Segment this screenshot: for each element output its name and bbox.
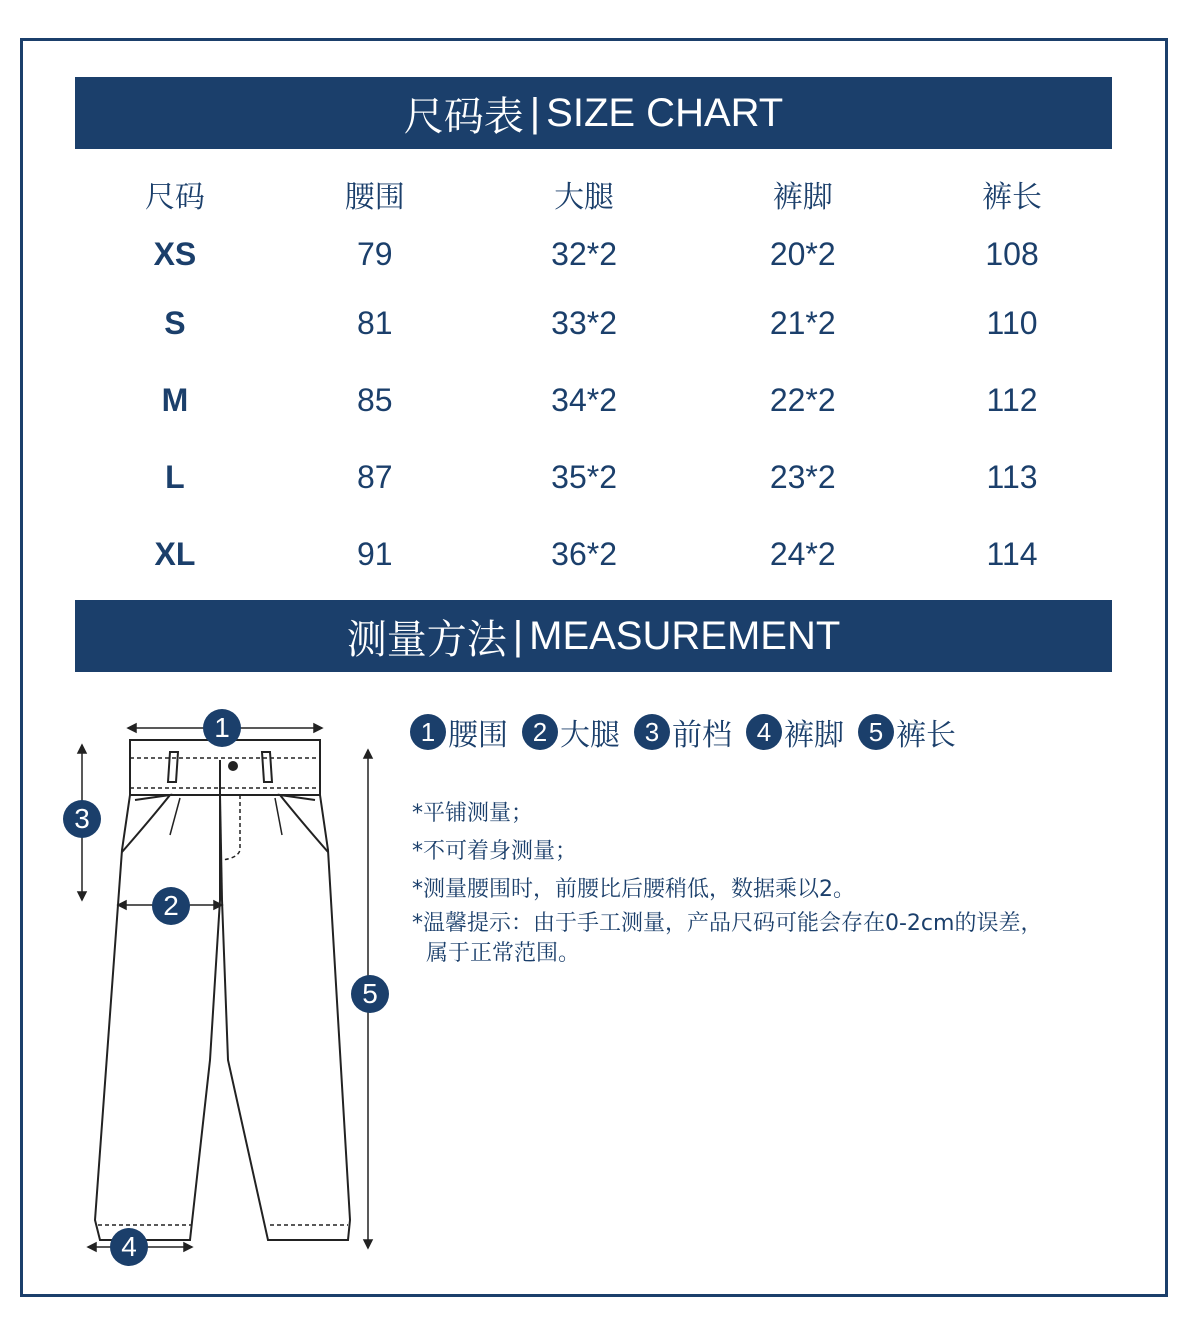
legend-item	[746, 710, 844, 754]
size-cell: M	[161, 382, 189, 418]
legend-label: 裤长	[896, 718, 956, 753]
right-leg-outline	[222, 795, 350, 1240]
table-cell: 79	[356, 235, 393, 272]
size-chart-title-en: SIZE CHART	[546, 90, 784, 135]
number-badge: 2	[522, 714, 558, 750]
table-cell: 33*2	[551, 305, 617, 341]
table-cell: 114	[986, 536, 1038, 572]
note-line: *测量腰围时，前腰比后腰稍低，数据乘以2。	[412, 877, 855, 902]
waistband-outline	[130, 740, 320, 795]
front-rise-marker: 3	[63, 800, 101, 838]
length-marker: 5	[351, 975, 389, 1013]
table-header-row	[75, 165, 1112, 223]
hem-marker: 4	[110, 1228, 148, 1266]
note-line: *不可着身测量；	[412, 839, 578, 864]
table-cell: 87	[356, 459, 393, 495]
legend-item	[634, 710, 732, 754]
size-chart-title-cn: 尺码表	[403, 94, 524, 139]
table-row	[75, 516, 1112, 593]
measurement-title-cn: 测量方法	[346, 617, 507, 662]
waist-marker: 1	[203, 709, 241, 747]
legend-item	[858, 710, 956, 754]
measurement-title-en: MEASUREMENT	[529, 613, 841, 658]
table-cell: 20*2	[769, 235, 836, 272]
table-row	[75, 362, 1112, 439]
table-cell: 22*2	[769, 382, 836, 418]
size-chart-header	[75, 77, 1112, 149]
table-cell: 34*2	[551, 382, 617, 418]
column-header: 裤脚	[772, 180, 833, 215]
title-separator: |	[512, 613, 524, 658]
measurement-legend	[410, 710, 970, 754]
table-cell: 110	[986, 305, 1038, 341]
legend-item	[410, 710, 508, 754]
legend-label: 裤脚	[784, 718, 844, 753]
table-row	[75, 285, 1112, 362]
size-cell: XS	[153, 235, 197, 272]
column-header: 裤长	[982, 180, 1043, 215]
legend-label: 前档	[672, 718, 732, 753]
button-icon	[228, 761, 238, 771]
legend-label: 大腿	[560, 718, 620, 753]
left-leg-outline	[95, 795, 220, 1240]
legend-label: 腰围	[448, 718, 508, 753]
table-cell: 108	[985, 235, 1039, 272]
table-cell: 85	[356, 382, 393, 418]
title-separator: |	[529, 90, 541, 135]
number-badge: 3	[634, 714, 670, 750]
note-line: *平铺测量；	[412, 801, 534, 826]
size-table	[75, 165, 1112, 593]
table-cell: 32*2	[551, 235, 617, 272]
table-cell: 21*2	[769, 305, 836, 341]
table-cell: 81	[356, 305, 393, 341]
legend-item	[522, 710, 620, 754]
table-cell: 23*2	[769, 459, 836, 495]
table-row	[75, 223, 1112, 285]
thigh-marker: 2	[152, 887, 190, 925]
table-cell: 113	[986, 459, 1038, 495]
table-cell: 24*2	[769, 536, 836, 572]
size-cell: XL	[154, 536, 196, 572]
column-header: 腰围	[344, 180, 405, 215]
size-cell: S	[164, 305, 186, 341]
column-header: 大腿	[554, 180, 615, 215]
table-cell: 36*2	[551, 536, 617, 572]
table-cell: 91	[356, 536, 393, 572]
measurement-notes	[412, 795, 1132, 969]
number-badge: 4	[746, 714, 782, 750]
table-row	[75, 439, 1112, 516]
measurement-header	[75, 600, 1112, 672]
size-cell: L	[165, 459, 185, 495]
table-cell: 112	[986, 382, 1038, 418]
column-header: 尺码	[144, 180, 205, 215]
note-line: *温馨提示：由于手工测量，产品尺码可能会存在0-2cm的误差， 属于正常范围。	[412, 911, 1043, 966]
number-badge: 5	[858, 714, 894, 750]
table-cell: 35*2	[551, 459, 617, 495]
number-badge: 1	[410, 714, 446, 750]
